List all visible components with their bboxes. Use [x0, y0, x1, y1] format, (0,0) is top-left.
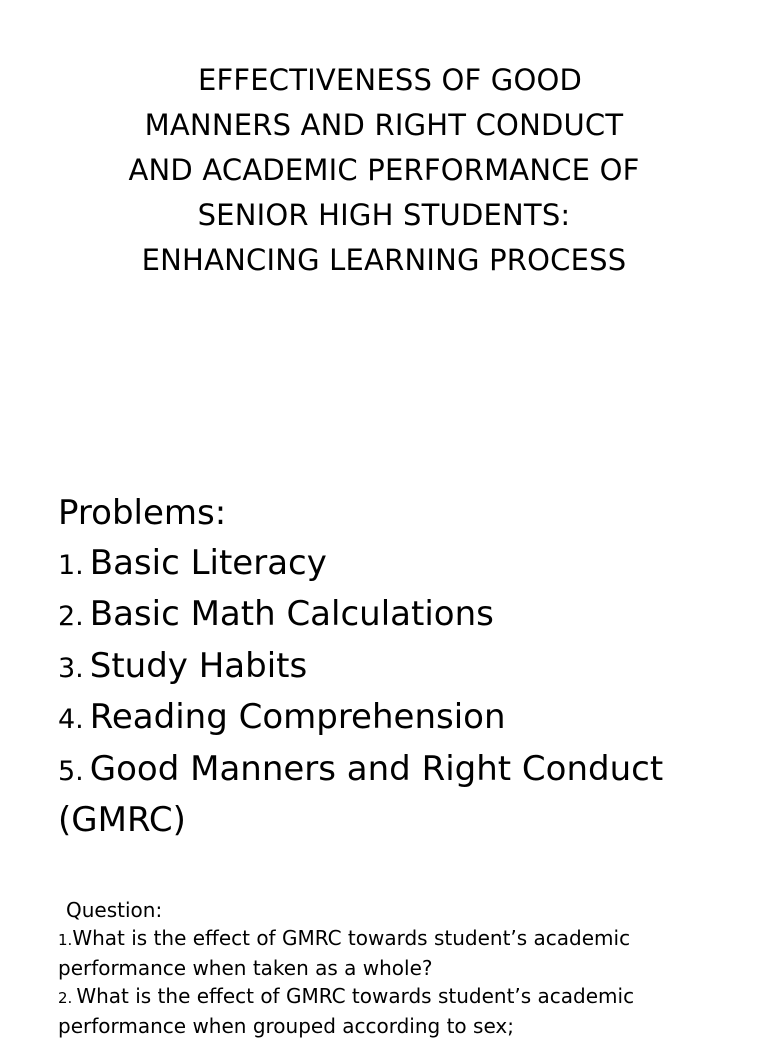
question-number: 1. — [58, 931, 73, 949]
problem-item — [58, 642, 758, 694]
questions-heading: Question: — [66, 898, 163, 922]
document-title — [60, 58, 708, 283]
problem-number: 3. — [58, 652, 84, 684]
question-item — [58, 982, 758, 1012]
questions-section — [58, 896, 758, 1040]
question-item — [58, 924, 758, 954]
problems-section — [58, 489, 758, 846]
problem-text-continuation: (GMRC) — [58, 800, 186, 840]
problem-text: Study Habits — [89, 645, 308, 686]
problem-item — [58, 693, 758, 745]
question-text-continuation: performance when grouped according to sex; — [58, 1014, 514, 1038]
problem-text: Good Manners and Right Conduct — [89, 748, 664, 789]
problem-number: 5. — [58, 755, 84, 787]
problem-item — [58, 539, 758, 591]
problem-item — [58, 590, 758, 642]
question-text-continuation: performance when taken as a whole? — [58, 956, 433, 980]
problems-heading: Problems: — [58, 493, 227, 533]
title-line: AND ACADEMIC PERFORMANCE OF — [128, 153, 640, 187]
problem-text: Reading Comprehension — [89, 697, 506, 737]
question-text: What is the effect of GMRC towards student’s academic — [72, 926, 631, 950]
title-line: SENIOR HIGH STUDENTS: — [197, 198, 571, 232]
problem-item — [58, 745, 758, 797]
title-line: ENHANCING LEARNING PROCESS — [141, 243, 627, 277]
problem-text: Basic Literacy — [89, 542, 327, 583]
question-number: 2. — [58, 989, 73, 1007]
problem-number: 1. — [58, 549, 84, 581]
problem-text: Basic Math Calculations — [89, 594, 494, 634]
problem-number: 4. — [58, 704, 84, 735]
title-line: EFFECTIVENESS OF GOOD — [197, 63, 583, 97]
question-text: What is the effect of GMRC towards student’s academic — [76, 984, 635, 1008]
problem-number: 2. — [58, 601, 84, 632]
title-line: MANNERS AND RIGHT CONDUCT — [144, 108, 624, 142]
